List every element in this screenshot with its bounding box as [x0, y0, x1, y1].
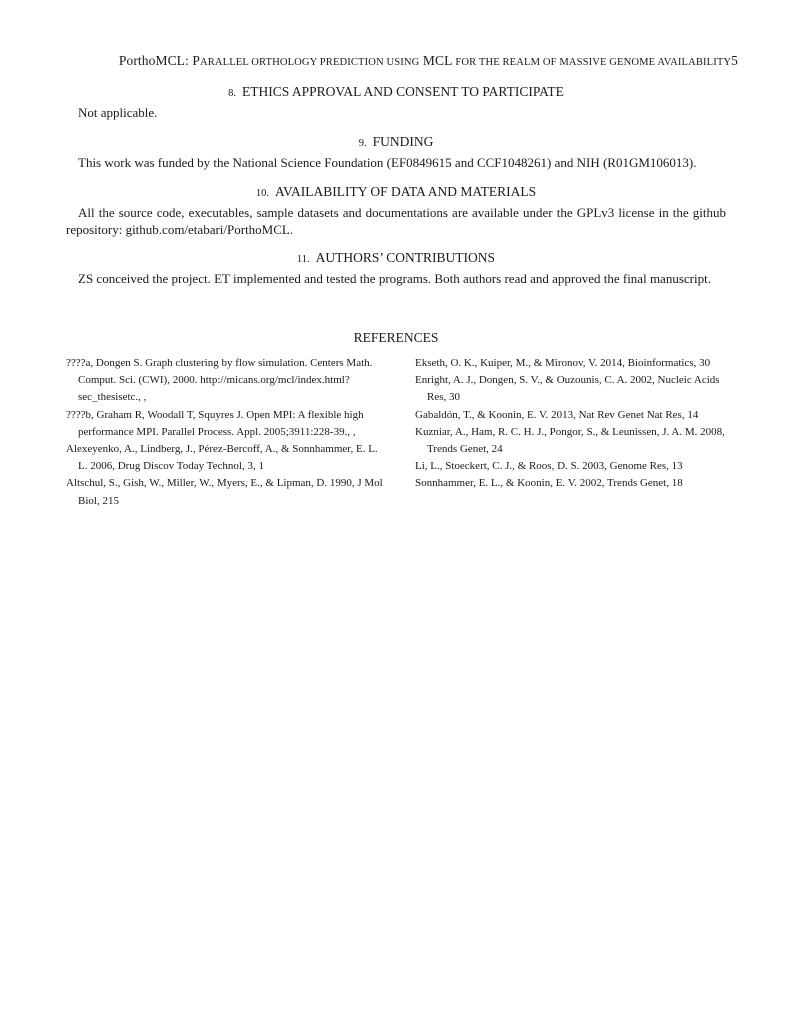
references-left-column — [66, 355, 386, 510]
section-heading-ethics: 8. ETHICS APPROVAL AND CONSENT TO PARTICIPATE — [228, 84, 564, 99]
running-head: PorthoMCL: PARALLEL ORTHOLOGY PREDICTION USING MCL FOR THE REALM OF MASSIVE GENOME AVAILABILITY5 — [118, 53, 738, 68]
reference-item: Ekseth, O. K., Kuiper, M., & Mironov, V. 2014, Bioinformatics, 30 — [415, 357, 711, 369]
section-body-ethics: Not applicable. — [78, 105, 158, 120]
references-right-column — [415, 355, 735, 493]
section-heading-contributions: 11. AUTHORS’ CONTRIBUTIONS — [296, 250, 496, 265]
reference-item: Li, L., Stoeckert, C. J., & Roos, D. S. 2003, Genome Res, 13 — [415, 460, 683, 473]
section-heading-funding: 9. FUNDING — [358, 134, 434, 149]
reference-item: Altschul, S., Gish, W., Miller, W., Myers, E., & Lipman, D. 1990, J Mol Biol, 215 — [66, 477, 383, 507]
references-heading: REFERENCES — [353, 330, 439, 345]
reference-item: Enright, A. J., Dongen, S. V., & Ouzounis, C. A. 2002, Nucleic Acids Res, 30 — [415, 374, 720, 404]
section-body-contributions: ZS conceived the project. ET implemented and tested the programs. Both authors read and approved the final manuscript. — [78, 271, 711, 286]
section-heading-availability: 10. AVAILABILITY OF DATA AND MATERIALS — [255, 184, 537, 199]
reference-item: ????b, Graham R, Woodall T, Squyres J. Open MPI: A flexible high performance MPI. Parallel Process. Appl. 2005;3911:228-39., , — [66, 408, 364, 438]
reference-item: Gabaldón, T., & Koonin, E. V. 2013, Nat Rev Genet Nat Res, 14 — [415, 408, 699, 421]
reference-item: Kuzniar, A., Ham, R. C. H. J., Pongor, S., & Leunissen, J. A. M. 2008, Trends Genet, 24 — [415, 425, 725, 456]
section-body-availability: All the source code, executables, sample datasets and documentations are available under the GPLv3 license in the github repository: github.com/etabari/PorthoMCL. — [66, 205, 726, 237]
reference-item: Sonnhammer, E. L., & Koonin, E. V. 2002, Trends Genet, 18 — [415, 477, 683, 490]
reference-item: Alexeyenko, A., Lindberg, J., Pérez-Bercoff, A., & Sonnhammer, E. L. L. 2006, Drug Discov Today Technol, 3, 1 — [66, 443, 378, 473]
page-number: 5 — [731, 53, 738, 68]
reference-item: ????a, Dongen S. Graph clustering by flow simulation. Centers Math. Comput. Sci. (CWI), 2000. http://micans.org/mcl/index.html?sec_thesisetc., , — [66, 357, 373, 404]
section-body-funding: This work was funded by the National Science Foundation (EF0849615 and CCF1048261) and NIH (R01GM106013). — [78, 155, 697, 170]
